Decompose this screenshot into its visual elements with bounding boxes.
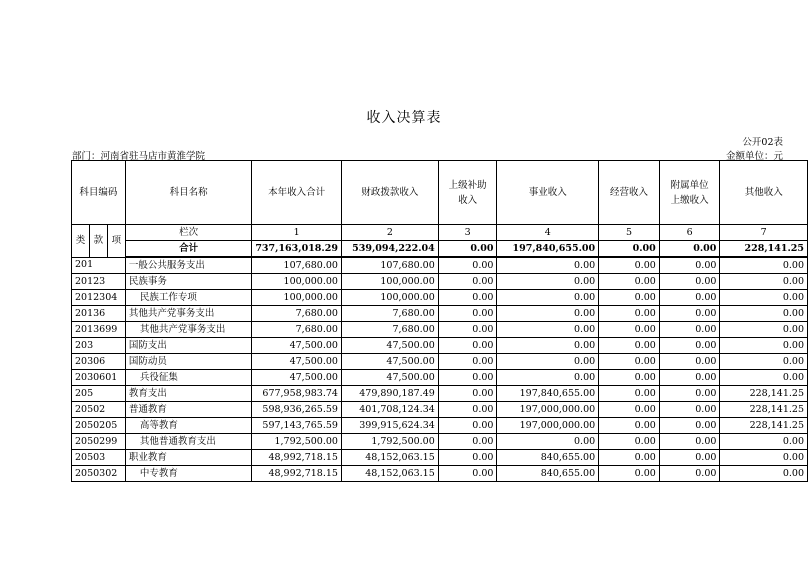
total-value: 228,141.25 — [720, 241, 808, 258]
header-fiscal: 财政拨款收入 — [341, 161, 438, 225]
total-value: 0.00 — [438, 241, 497, 258]
amount-cell: 0.00 — [720, 257, 808, 274]
col-num-3: 3 — [438, 225, 497, 241]
amount-cell: 0.00 — [497, 306, 599, 322]
amount-cell: 479,890,187.49 — [341, 386, 438, 402]
subject-code: 201 — [72, 257, 126, 274]
header-other: 其他收入 — [720, 161, 808, 225]
subject-code: 2050205 — [72, 418, 126, 434]
column-number-row — [72, 225, 808, 241]
amount-cell: 107,680.00 — [341, 257, 438, 274]
amount-cell: 0.00 — [720, 450, 808, 466]
subject-code: 203 — [72, 338, 126, 354]
amount-cell: 228,141.25 — [720, 418, 808, 434]
amount-cell: 7,680.00 — [252, 306, 342, 322]
document-number: 公开02表 — [742, 137, 783, 148]
table-row — [72, 386, 808, 402]
amount-cell: 48,992,718.15 — [252, 466, 342, 482]
subject-name: 民族事务 — [125, 274, 251, 290]
amount-cell: 47,500.00 — [341, 354, 438, 370]
header-code: 科目编码 — [72, 161, 126, 225]
header-affiliated-line1: 附属单位 — [670, 179, 709, 191]
amount-cell: 0.00 — [497, 434, 599, 450]
amount-cell: 0.00 — [497, 338, 599, 354]
amount-cell: 0.00 — [438, 306, 497, 322]
amount-cell: 0.00 — [659, 466, 720, 482]
subject-code: 205 — [72, 386, 126, 402]
amount-cell: 197,000,000.00 — [497, 418, 599, 434]
amount-cell: 47,500.00 — [252, 338, 342, 354]
subject-name: 其他共产党事务支出 — [125, 306, 251, 322]
table-row — [72, 306, 808, 322]
subject-name: 职业教育 — [125, 450, 251, 466]
amount-cell: 0.00 — [599, 418, 660, 434]
amount-cell: 107,680.00 — [252, 257, 342, 274]
amount-cell: 0.00 — [599, 306, 660, 322]
amount-cell: 47,500.00 — [341, 370, 438, 386]
amount-cell: 401,708,124.34 — [341, 402, 438, 418]
amount-cell: 48,152,063.15 — [341, 466, 438, 482]
table-row — [72, 257, 808, 274]
amount-cell: 0.00 — [659, 434, 720, 450]
amount-cell: 0.00 — [438, 418, 497, 434]
col-num-2: 2 — [341, 225, 438, 241]
subject-code: 2050299 — [72, 434, 126, 450]
amount-cell: 0.00 — [659, 386, 720, 402]
amount-cell: 7,680.00 — [341, 322, 438, 338]
subject-code: 20503 — [72, 450, 126, 466]
amount-cell: 1,792,500.00 — [341, 434, 438, 450]
amount-cell: 0.00 — [599, 434, 660, 450]
header-row — [72, 161, 808, 225]
amount-cell: 0.00 — [599, 322, 660, 338]
amount-unit-label: 金额单位：元 — [725, 151, 783, 162]
amount-cell: 597,143,765.59 — [252, 418, 342, 434]
amount-cell: 0.00 — [659, 290, 720, 306]
amount-cell: 0.00 — [599, 354, 660, 370]
table-row — [72, 402, 808, 418]
amount-cell: 598,936,265.59 — [252, 402, 342, 418]
col-num-6: 6 — [659, 225, 720, 241]
amount-cell: 0.00 — [599, 290, 660, 306]
amount-cell: 100,000.00 — [252, 290, 342, 306]
amount-cell: 0.00 — [497, 322, 599, 338]
amount-cell: 0.00 — [497, 290, 599, 306]
header-superior-line1: 上级补助 — [448, 179, 487, 191]
amount-cell: 0.00 — [438, 290, 497, 306]
amount-cell: 48,152,063.15 — [341, 450, 438, 466]
table-row — [72, 466, 808, 482]
amount-cell: 0.00 — [659, 418, 720, 434]
amount-cell: 0.00 — [659, 338, 720, 354]
subject-name: 国防支出 — [125, 338, 251, 354]
amount-cell: 48,992,718.15 — [252, 450, 342, 466]
amount-cell: 0.00 — [720, 434, 808, 450]
col-num-5: 5 — [599, 225, 660, 241]
total-value: 737,163,018.29 — [252, 241, 342, 258]
amount-cell: 0.00 — [720, 338, 808, 354]
amount-cell: 0.00 — [599, 386, 660, 402]
amount-cell: 0.00 — [659, 354, 720, 370]
amount-cell: 0.00 — [599, 338, 660, 354]
table-row — [72, 434, 808, 450]
amount-cell: 47,500.00 — [252, 370, 342, 386]
table-row — [72, 322, 808, 338]
amount-cell: 0.00 — [438, 322, 497, 338]
amount-cell: 0.00 — [720, 370, 808, 386]
header-xiang: 项 — [107, 225, 125, 258]
amount-cell: 0.00 — [659, 402, 720, 418]
table-row — [72, 290, 808, 306]
header-superior-line2: 收入 — [458, 194, 478, 206]
amount-cell: 0.00 — [497, 274, 599, 290]
amount-cell: 0.00 — [438, 386, 497, 402]
report-title: 收入决算表 — [366, 110, 442, 126]
subject-name: 其他共产党事务支出 — [125, 322, 251, 338]
total-value: 0.00 — [599, 241, 660, 258]
table-row — [72, 338, 808, 354]
table-row — [72, 274, 808, 290]
amount-cell: 197,840,655.00 — [497, 386, 599, 402]
col-num-4: 4 — [497, 225, 599, 241]
total-label: 合计 — [125, 241, 251, 258]
amount-cell: 47,500.00 — [252, 354, 342, 370]
header-operating: 经营收入 — [599, 161, 660, 225]
amount-cell: 0.00 — [438, 450, 497, 466]
header-kuan: 款 — [89, 225, 107, 258]
amount-cell: 0.00 — [720, 290, 808, 306]
income-table — [71, 160, 808, 482]
amount-cell: 0.00 — [438, 354, 497, 370]
amount-cell: 100,000.00 — [341, 274, 438, 290]
subject-code: 20306 — [72, 354, 126, 370]
amount-cell: 0.00 — [659, 322, 720, 338]
total-row — [72, 241, 808, 258]
amount-cell: 0.00 — [599, 402, 660, 418]
amount-cell: 0.00 — [497, 370, 599, 386]
header-affiliated-line2: 上缴收入 — [670, 194, 709, 206]
amount-cell: 197,000,000.00 — [497, 402, 599, 418]
amount-cell: 0.00 — [438, 257, 497, 274]
amount-cell: 0.00 — [497, 257, 599, 274]
subject-code: 2013699 — [72, 322, 126, 338]
table-row — [72, 450, 808, 466]
subject-code: 2050302 — [72, 466, 126, 482]
amount-cell: 0.00 — [599, 370, 660, 386]
amount-cell: 228,141.25 — [720, 386, 808, 402]
amount-cell: 0.00 — [720, 466, 808, 482]
amount-cell: 0.00 — [659, 257, 720, 274]
subject-name: 普通教育 — [125, 402, 251, 418]
amount-cell: 100,000.00 — [341, 290, 438, 306]
total-value: 197,840,655.00 — [497, 241, 599, 258]
amount-cell: 0.00 — [720, 306, 808, 322]
subject-name: 其他普通教育支出 — [125, 434, 251, 450]
col-num-1: 1 — [252, 225, 342, 241]
header-superior — [438, 161, 497, 225]
amount-cell: 7,680.00 — [252, 322, 342, 338]
subject-name: 兵役征集 — [125, 370, 251, 386]
amount-cell: 0.00 — [599, 466, 660, 482]
subject-code: 20136 — [72, 306, 126, 322]
subject-name: 高等教育 — [125, 418, 251, 434]
amount-cell: 399,915,624.34 — [341, 418, 438, 434]
amount-cell: 0.00 — [438, 338, 497, 354]
header-lei: 类 — [72, 225, 90, 258]
total-value: 539,094,222.04 — [341, 241, 438, 258]
amount-cell: 0.00 — [659, 306, 720, 322]
amount-cell: 0.00 — [599, 450, 660, 466]
subject-code: 2012304 — [72, 290, 126, 306]
amount-cell: 0.00 — [659, 450, 720, 466]
amount-cell: 840,655.00 — [497, 466, 599, 482]
amount-cell: 840,655.00 — [497, 450, 599, 466]
total-value: 0.00 — [659, 241, 720, 258]
amount-cell: 0.00 — [438, 402, 497, 418]
subject-code: 20502 — [72, 402, 126, 418]
amount-cell: 228,141.25 — [720, 402, 808, 418]
amount-cell: 0.00 — [599, 274, 660, 290]
amount-cell: 677,958,983.74 — [252, 386, 342, 402]
subject-name: 国防动员 — [125, 354, 251, 370]
subject-code: 20123 — [72, 274, 126, 290]
header-total: 本年收入合计 — [252, 161, 342, 225]
lanci-label: 栏次 — [125, 225, 251, 241]
amount-cell: 0.00 — [720, 354, 808, 370]
subject-name: 中专教育 — [125, 466, 251, 482]
amount-cell: 0.00 — [497, 354, 599, 370]
amount-cell: 0.00 — [659, 274, 720, 290]
subject-name: 一般公共服务支出 — [125, 257, 251, 274]
subject-code: 2030601 — [72, 370, 126, 386]
amount-cell: 1,792,500.00 — [252, 434, 342, 450]
amount-cell: 100,000.00 — [252, 274, 342, 290]
col-num-7: 7 — [720, 225, 808, 241]
amount-cell: 0.00 — [438, 274, 497, 290]
header-business: 事业收入 — [497, 161, 599, 225]
subject-name: 民族工作专项 — [125, 290, 251, 306]
amount-cell: 0.00 — [438, 370, 497, 386]
table-row — [72, 418, 808, 434]
amount-cell: 0.00 — [659, 370, 720, 386]
table-row — [72, 354, 808, 370]
amount-cell: 0.00 — [438, 466, 497, 482]
department-label: 部门：河南省驻马店市黄淮学院 — [72, 151, 206, 162]
header-name: 科目名称 — [125, 161, 251, 225]
amount-cell: 0.00 — [599, 257, 660, 274]
amount-cell: 0.00 — [720, 322, 808, 338]
subject-name: 教育支出 — [125, 386, 251, 402]
table-row — [72, 370, 808, 386]
amount-cell: 47,500.00 — [341, 338, 438, 354]
amount-cell: 0.00 — [720, 274, 808, 290]
amount-cell: 0.00 — [438, 434, 497, 450]
amount-cell: 7,680.00 — [341, 306, 438, 322]
header-affiliated — [659, 161, 720, 225]
